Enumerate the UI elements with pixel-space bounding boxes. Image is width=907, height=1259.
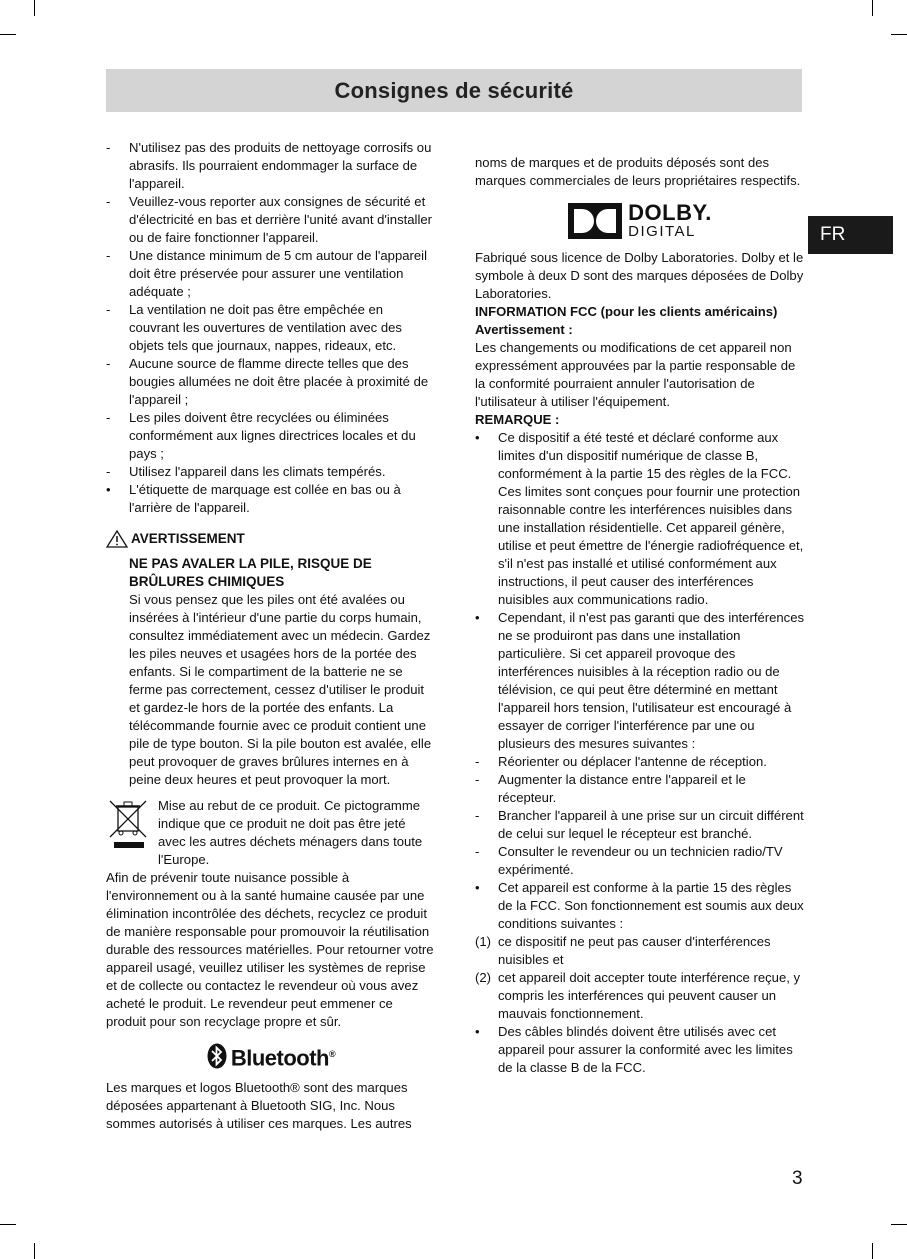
crossed-bin-icon xyxy=(106,797,152,849)
list-item: (2) cet appareil doit accepter toute interférence reçue, y compris les interférences qui peuvent causer un mauvais fonctionnement. xyxy=(475,970,801,1021)
list-item: - Utilisez l'appareil dans les climats tempérés. xyxy=(106,464,386,479)
list-item: - Réorienter ou déplacer l'antenne de réception. xyxy=(475,754,767,769)
bluetooth-wordmark: Bluetooth® xyxy=(230,1045,336,1071)
warning-heading: AVERTISSEMENT xyxy=(106,530,436,548)
left-column xyxy=(106,139,436,1133)
list-item: - N'utilisez pas des produits de nettoyage corrosifs ou abrasifs. Ils pourraient endommager la surface de l'appareil. xyxy=(106,140,432,191)
crop-mark xyxy=(872,0,873,16)
dolby-wordmark: DOLBY. xyxy=(628,200,712,225)
list-item: • Ce dispositif a été testé et déclaré conforme aux limites d'un dispositif numérique de classe B, conformément à la partie 15 des règles de la FCC. Ces limites sont conçues pour fournir une protection raisonnable contre les interférences nuisibles dans une installation résidentielle. Cet appareil génère, utilise et peut émettre de l'énergie radiofréquence et, s'il n'est pas installé et utilisé conformément aux instructions, il peut causer des interférences nuisibles aux communications radio. xyxy=(475,430,804,607)
avertissement-text: Les changements ou modifications de cet appareil non expressément approuvées par la partie responsable de la conformité pourraient annuler l'autorisation de l'utilisateur à utiliser l'équipement. xyxy=(475,340,796,409)
crop-mark xyxy=(891,34,907,35)
crop-mark xyxy=(34,1243,35,1259)
list-item: - Augmenter la distance entre l'appareil et le récepteur. xyxy=(475,772,746,805)
dolby-sub: DIGITAL xyxy=(628,223,696,240)
dolby-text: Fabriqué sous licence de Dolby Laboratories. Dolby et le symbole à deux D sont des marques déposées de Dolby Laboratories. xyxy=(475,250,804,301)
safety-list xyxy=(106,139,436,517)
dolby-double-d-icon xyxy=(568,203,622,239)
header-bar xyxy=(106,69,802,112)
list-item: - Brancher l'appareil à une prise sur un circuit différent de celui sur lequel le récepteur est branché. xyxy=(475,808,804,841)
weee-body: Afin de prévenir toute nuisance possible à l'environnement ou à la santé humaine causée par une élimination incontrôlée des déchets, recyclez ce produit de manière responsable pour promouvoir la réutilisation durable des ressources matérielles. Pour retourner votre appareil usagé, veuillez utiliser les systèmes de reprise et de collecte ou contactez le revendeur où vous avez acheté le produit. Le revendeur peut emmener ce produit pour son recyclage propre et sûr. xyxy=(106,870,434,1029)
weee-intro: Mise au rebut de ce produit. Ce pictogramme indique que ce produit ne doit pas être jeté avec les autres déchets ménagers dans toute l'Europe. xyxy=(158,798,423,867)
list-item: - La ventilation ne doit pas être empêchée en couvrant les ouvertures de ventilation avec des objets tels que journaux, nappes, rideaux, etc. xyxy=(106,302,402,353)
fcc-title: INFORMATION FCC (pour les clients américains) xyxy=(475,304,778,319)
bluetooth-icon xyxy=(207,1043,227,1069)
crop-mark xyxy=(0,1224,16,1225)
right-column xyxy=(475,154,805,1077)
list-item: - Veuillez-vous reporter aux consignes de sécurité et d'électricité en bas et derrière l'unité avant d'installer ou de faire fonctionner l'appareil. xyxy=(106,194,432,245)
list-item: (1) ce dispositif ne peut pas causer d'interférences nuisibles et xyxy=(475,934,771,967)
language-tab: FR xyxy=(808,216,893,254)
warning-body: Si vous pensez que les piles ont été avalées ou insérées à l'intérieur d'une partie du corps humain, consultez immédiatement avec un médecin. Gardez les piles neuves et usagées hors de la portée des enfants. Si le compartiment de la batterie ne se ferme pas correctement, cessez d'utiliser le produit et gardez-le hors de la portée des enfants. La télécommande fournie avec ce produit contient une pile de type bouton. Si la pile bouton est avalée, elle peut provoquer de graves brûlures internes en à peine deux heures et peut provoquer la mort. xyxy=(129,592,432,787)
dolby-logo xyxy=(475,202,805,239)
weee-notice xyxy=(106,797,436,869)
list-item: - Les piles doivent être recyclées ou éliminées conformément aux lignes directrices locales et du pays ; xyxy=(106,410,416,461)
crop-mark xyxy=(34,0,35,16)
list-item: • Cependant, il n'est pas garanti que des interférences ne se produiront pas dans une installation particulière. Si cet appareil provoque des interférences nuisibles à la réception radio ou de télévision, ce qui peut être déterminé en mettant l'appareil hors tension, l'utilisateur est encouragé à essayer de corriger l'interférence par une ou plusieurs des mesures suivantes : xyxy=(475,610,805,751)
trademark-continued: noms de marques et de produits déposés sont des marques commerciales de leurs propriétaires respectifs. xyxy=(475,155,801,188)
warning-triangle-icon xyxy=(106,530,128,548)
list-item: • Des câbles blindés doivent être utilisés avec cet appareil pour assurer la conformité avec les limites de la classe B de la FCC. xyxy=(475,1024,793,1075)
remark-title: REMARQUE : xyxy=(475,412,560,427)
warning-title: NE PAS AVALER LA PILE, RISQUE DE BRÛLURES CHIMIQUES xyxy=(129,556,372,589)
bluetooth-text: Les marques et logos Bluetooth® sont des marques déposées appartenant à Bluetooth SIG, Inc. Nous sommes autorisés à utiliser ces marques. Les autres xyxy=(106,1080,412,1131)
page-number: 3 xyxy=(792,1168,803,1189)
crop-mark xyxy=(0,34,16,35)
list-item: • L'étiquette de marquage est collée en bas ou à l'arrière de l'appareil. xyxy=(106,482,401,515)
list-item: - Aucune source de flamme directe telles que des bougies allumées ne doit être placée à proximité de l'appareil ; xyxy=(106,356,429,407)
crop-mark xyxy=(872,1243,873,1259)
avertissement-title: Avertissement : xyxy=(475,322,573,337)
bluetooth-logo xyxy=(106,1043,436,1069)
list-item: - Une distance minimum de 5 cm autour de l'appareil doit être préservée pour assurer une ventilation adéquate ; xyxy=(106,248,427,299)
list-item: - Consulter le revendeur ou un technicien radio/TV expérimenté. xyxy=(475,844,783,877)
crop-mark xyxy=(891,1224,907,1225)
remark-list xyxy=(475,429,805,1077)
page-title: Consignes de sécurité xyxy=(334,77,574,103)
list-item: • Cet appareil est conforme à la partie 15 des règles de la FCC. Son fonctionnement est soumis aux deux conditions suivantes : xyxy=(475,880,804,931)
